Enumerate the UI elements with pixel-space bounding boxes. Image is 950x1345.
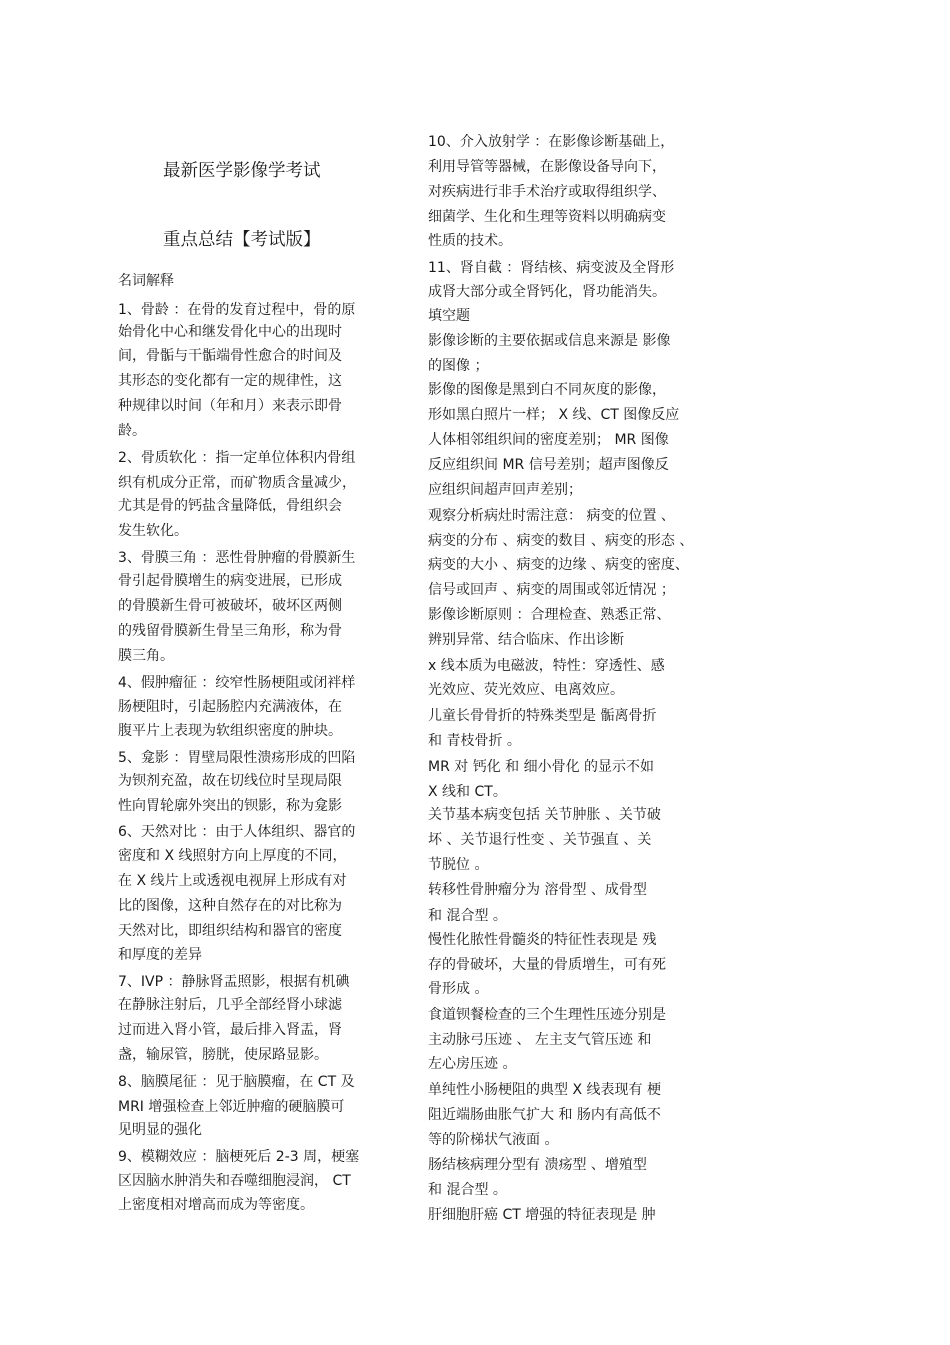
text-line: 盏，输尿管，膀胱，使尿路显影。 [118, 1047, 328, 1063]
text-line: 反应组织间 MR 信号差别；超声图像反 [428, 457, 669, 473]
text-line: 影像的图像是黑到白不同灰度的影像， [428, 382, 666, 398]
doc-title-line-2: 重点总结【考试版】 [163, 230, 321, 250]
text-line: 膜三角。 [118, 648, 174, 664]
text-line: 节脱位 。 [428, 857, 489, 873]
text-line: 的残留骨膜新生骨呈三角形，称为骨 [118, 623, 342, 639]
text-line: 等的阶梯状气液面 。 [428, 1132, 559, 1148]
text-line: 和 青枝骨折 。 [428, 733, 521, 749]
text-line: MRI 增强检查上邻近肿瘤的硬脑膜可 [118, 1099, 345, 1115]
text-line: 比的图像，这种自然存在的对比称为 [118, 898, 342, 914]
text-line: 填空题 [428, 308, 470, 324]
text-line: 肝细胞肝癌 CT 增强的特征表现是 肿 [428, 1207, 656, 1223]
text-line: 病变的分布 、病变的数目 、病变的形态 、 [428, 533, 694, 549]
text-line: 其形态的变化都有一定的规律性，这 [118, 373, 342, 389]
text-line: 1、骨龄 ：在骨的发育过程中，骨的原 [118, 302, 356, 318]
text-line: 光效应、荧光效应、电离效应。 [428, 682, 624, 698]
text-line: 利用导管等器械，在影像设备导向下， [428, 159, 666, 175]
text-line: 主动脉弓压迹 、 左主支气管压迹 和 [428, 1032, 652, 1048]
text-line: 骨引起骨膜增生的病变进展，已形成 [118, 573, 342, 589]
text-line: 密度和 X 线照射方向上厚度的不同， [118, 848, 347, 864]
text-line: 种规律以时间（年和月）来表示即骨 [118, 398, 342, 414]
text-line: 发生软化。 [118, 523, 188, 539]
text-line: 织有机成分正常，而矿物质含量减少， [118, 475, 356, 491]
text-line: 9、模糊效应 ：脑梗死后 2-3 周，梗塞 [118, 1149, 360, 1165]
text-line: 性向胃轮廓外突出的钡影，称为龛影 [118, 798, 342, 814]
text-line: 在 X 线片上或透视电视屏上形成有对 [118, 873, 347, 889]
text-line: 坏 、关节退行性变 、关节强直 、关 [428, 832, 652, 848]
text-line: 间，骨骺与干骺端骨性愈合的时间及 [118, 348, 342, 364]
text-line: 细菌学、生化和生理等资料以明确病变 [428, 209, 666, 225]
text-line: X 线和 CT。 [428, 784, 507, 800]
text-line: 和 混合型 。 [428, 1182, 507, 1198]
text-line: 11、肾自截 ：肾结核、病变波及全肾形 [428, 260, 675, 276]
text-line: 始骨化中心和继发骨化中心的出现时 [118, 324, 342, 340]
text-line: 阻近端肠曲胀气扩大 和 肠内有高低不 [428, 1107, 661, 1123]
text-line: 8、脑膜尾征 ：见于脑膜瘤，在 CT 及 [118, 1074, 355, 1090]
text-line: 影像诊断原则 ：合理检查、熟悉正常、 [428, 607, 671, 623]
text-line: 辨别异常、结合临床、作出诊断 [428, 632, 624, 648]
text-line: x 线本质为电磁波，特性：穿透性、感 [428, 658, 665, 674]
text-line: 腹平片上表现为软组织密度的肿块。 [118, 723, 342, 739]
text-line: 和厚度的差异 [118, 947, 202, 963]
text-line: 5、龛影 ：胃壁局限性溃疡形成的凹陷 [118, 750, 356, 766]
text-line: 过而进入肾小管，最后排入肾盂，肾 [118, 1022, 342, 1038]
text-line: 为钡剂充盈，故在切线位时呈现局限 [118, 773, 342, 789]
text-line: 的骨膜新生骨可被破坏，破坏区两侧 [118, 598, 342, 614]
text-line: 尤其是骨的钙盐含量降低，骨组织会 [118, 498, 342, 514]
text-line: MR 对 钙化 和 细小骨化 的显示不如 [428, 759, 655, 775]
text-line: 上密度相对增高而成为等密度。 [118, 1197, 314, 1213]
text-line: 在静脉注射后，几乎全部经肾小球滤 [118, 997, 342, 1013]
text-line: 影像诊断的主要依据或信息来源是 影像 [428, 333, 671, 349]
text-line: 4、假肿瘤征 ：绞窄性肠梗阻或闭袢样 [118, 675, 356, 691]
text-line: 见明显的强化 [118, 1122, 202, 1138]
text-line: 存的骨破坏，大量的骨质增生，可有死 [428, 957, 666, 973]
text-line: 对疾病进行非手术治疗或取得组织学、 [428, 184, 666, 200]
text-line: 左心房压迹 。 [428, 1056, 517, 1072]
text-line: 成肾大部分或全肾钙化，肾功能消失。 [428, 284, 666, 300]
text-line: 应组织间超声回声差别； [428, 482, 582, 498]
text-line: 区因脑水肿消失和吞噬细胞浸润， CT [118, 1173, 351, 1189]
text-line: 单纯性小肠梗阻的典型 X 线表现有 梗 [428, 1082, 661, 1098]
text-line: 转移性骨肿瘤分为 溶骨型 、成骨型 [428, 882, 647, 898]
text-line: 龄。 [118, 423, 146, 439]
text-line: 的图像 ； [428, 358, 489, 374]
text-line: 2、骨质软化 ：指一定单位体积内骨组 [118, 450, 356, 466]
text-line: 慢性化脓性骨髓炎的特征性表现是 残 [428, 932, 657, 948]
text-line: 名词解释 [118, 273, 174, 289]
text-line: 10、介入放射学 ：在影像诊断基础上， [428, 134, 675, 150]
text-line: 骨形成 。 [428, 981, 489, 997]
text-line: 肠结核病理分型有 溃疡型 、增殖型 [428, 1157, 647, 1173]
text-line: 儿童长骨骨折的特殊类型是 骺离骨折 [428, 708, 657, 724]
text-line: 病变的大小 、病变的边缘 、病变的密度、 [428, 557, 689, 573]
text-line: 关节基本病变包括 关节肿胀 、关节破 [428, 807, 661, 823]
text-line: 天然对比，即组织结构和器官的密度 [118, 923, 342, 939]
text-line: 信号或回声 、病变的周围或邻近情况 ； [428, 582, 675, 598]
text-line: 食道钡餐检查的三个生理性压迹分别是 [428, 1007, 666, 1023]
text-line: 7、IVP ：静脉肾盂照影，根据有机碘 [118, 974, 350, 990]
text-line: 3、骨膜三角 ：恶性骨肿瘤的骨膜新生 [118, 550, 356, 566]
text-line: 性质的技术。 [428, 233, 512, 249]
text-line: 人体相邻组织间的密度差别； MR 图像 [428, 432, 669, 448]
text-line: 6、天然对比 ：由于人体组织、器官的 [118, 824, 356, 840]
text-line: 观察分析病灶时需注意： 病变的位置 、 [428, 508, 675, 524]
text-line: 肠梗阻时，引起肠腔内充满液体，在 [118, 699, 342, 715]
text-line: 和 混合型 。 [428, 908, 507, 924]
text-line: 形如黑白照片一样； X 线、CT 图像反应 [428, 407, 680, 423]
doc-title-line-1: 最新医学影像学考试 [163, 161, 321, 181]
